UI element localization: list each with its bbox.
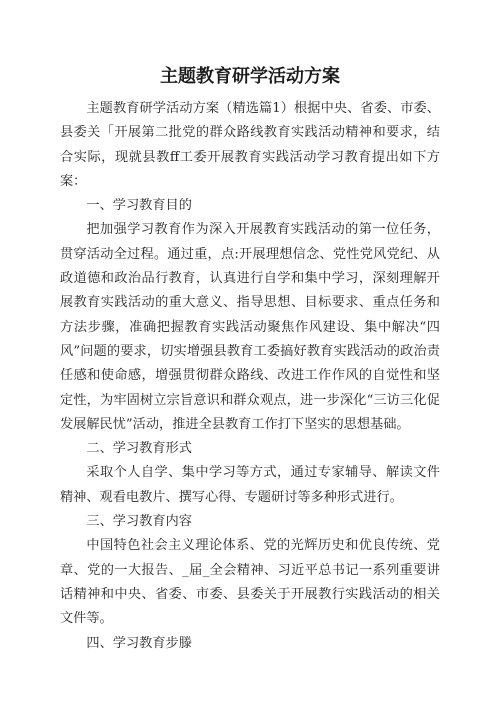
section-text-purpose: 把加强学习教育作为深入开展教育实践活动的第一位任务，贯穿活动全过程。通过重，点:开展理想信念、党性党风党纪、从政道德和政治品行教育，认真进行自学和集中学习，深刻理解开展教育实践活动的重大意义、指导思想、目标要求、重点任务和方法步骤，准确把握教育实践活动聚焦作风建设、集中解决“四风”问题的要求，切实增强县教育工委搞好教育实践活动的政治责任感和使命感，增强贯彻群众路线、改进工作作风的自觉性和坚定性，为牢固树立宗旨意识和群众观点，进一步深化“三访三化促发展解民忧”活动，推进全县教育工作打下坚实的思想基础。: [60, 222, 440, 432]
section-heading-format: 二、学习教育形式: [86, 441, 192, 457]
section-heading-purpose: 一、学习教育目的: [86, 198, 192, 214]
section-heading-steps: 四、学习教育步滕: [86, 635, 192, 651]
document-title: 主题教育研学活动方案: [160, 66, 340, 87]
document-body: [60, 97, 440, 656]
section-heading-content: 三、学习教育内容: [86, 514, 192, 530]
section-text-format: 采取个人自学、集中学习等方式，通过专家辅导、解读文件精神、观看电教片、撰写心得、专题研讨等多种形式进行。: [60, 465, 440, 505]
intro-paragraph: 主题教育研学活动方案（精选篇1）根据中央、省委、市委、县委关「开展第二批党的群众路线教育实践活动精神和要求，结合实际，现就县教ff工委开展教育实践活动学习教育提出如下方案：: [60, 101, 440, 189]
section-text-content: 中国特色社会主义理论体系、党的光辉历史和优良传统、党章、党的一大报告、_届_全会精神、习近平总书记一系列重要讲话精神和中央、省委、市委、县委关于开展教行实践活动的相关文件等。: [60, 538, 440, 627]
